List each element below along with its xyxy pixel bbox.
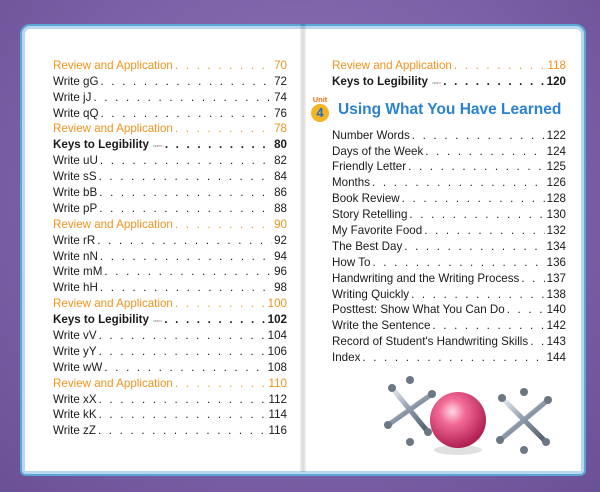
toc-entry [53, 89, 287, 105]
toc-page-number: 136 [546, 255, 566, 269]
toc-entry [53, 248, 287, 264]
toc-leader-dots [165, 138, 272, 152]
toc-leader-dots [372, 256, 544, 270]
toc-leader-dots [100, 154, 272, 168]
toc-leader-dots [97, 234, 272, 248]
unit-heading [308, 95, 566, 125]
toc-leader-dots [100, 281, 272, 295]
toc-entry [53, 375, 287, 391]
toc-leader-dots [175, 122, 272, 136]
toc-entry [53, 407, 287, 423]
toc-leader-dots [443, 75, 544, 89]
toc-page-number: 70 [274, 58, 287, 72]
toc-leader-dots [409, 208, 544, 222]
toc-entry [53, 327, 287, 343]
toc-page-number: 130 [546, 208, 566, 222]
toc-entry-label: Write pP [53, 201, 98, 215]
toc-entry-label: Review and Application [53, 58, 173, 72]
toc-entry-label: Write zZ [53, 424, 96, 438]
toc-leader-dots [411, 288, 545, 302]
toc-page-number: 110 [268, 376, 287, 390]
toc-leader-dots [175, 297, 266, 311]
toc-page-number: 134 [546, 239, 566, 253]
toc-entry [332, 333, 566, 349]
toc-entry [53, 200, 287, 216]
toc-entry-label: The Best Day [332, 239, 403, 253]
toc-leader-dots [372, 176, 545, 190]
toc-page-number: 137 [546, 271, 566, 285]
toc-entry [332, 190, 566, 206]
toc-entry [332, 206, 566, 222]
toc-leader-dots [454, 59, 546, 73]
toc-page-number: 114 [268, 408, 287, 422]
toc-page-number: 144 [546, 351, 566, 365]
toc-entry-label: Review and Application [53, 122, 173, 136]
toc-page-number: 118 [547, 58, 566, 72]
toc-page-number: 126 [546, 176, 566, 190]
toc-leader-dots [175, 377, 267, 391]
toc-entry-label: Number Words [332, 128, 410, 142]
toc-leader-dots [425, 145, 544, 159]
toc-entry [332, 57, 566, 73]
toc-page-number: 78 [274, 122, 287, 136]
toc-entry-label: Write the Sentence [332, 319, 431, 333]
toc-entry-label: Write bB [53, 186, 98, 200]
unit-badge-icon: Unit 4 [312, 94, 328, 120]
toc-entry-label: My Favorite Food [332, 224, 423, 238]
toc-entry-label: Write nN [53, 249, 98, 263]
toc-page-number: 72 [274, 74, 287, 88]
toc-leader-dots [408, 160, 545, 174]
toc-entry-label: Review and Application [53, 376, 173, 390]
toc-page-number: 116 [268, 424, 287, 438]
toc-entry [332, 159, 566, 175]
toc-page-number: 125 [546, 160, 566, 174]
toc-entry [53, 136, 287, 152]
toc-leader-dots [404, 240, 544, 254]
toc-entry [332, 174, 566, 190]
pencils-icon [432, 77, 441, 89]
jacks-ball-icon [380, 370, 560, 460]
toc-page-number: 76 [274, 106, 287, 120]
unit-title: Using What You Have Learned [338, 100, 562, 118]
toc-page-number: 142 [546, 319, 566, 333]
toc-entry-label: Write sS [53, 170, 97, 184]
toc-entry [53, 264, 287, 280]
toc-entry-label: Months [332, 176, 371, 190]
toc-entry-label: Write qQ [53, 106, 99, 120]
toc-entry [332, 254, 566, 270]
toc-entry-label: Write mM [53, 265, 103, 279]
toc-entry [332, 73, 566, 89]
toc-leader-dots [175, 218, 272, 232]
toc-entry [332, 143, 566, 159]
toc-entry-label: Write wW [53, 360, 103, 374]
toc-leader-dots [402, 192, 545, 206]
toc-page-number: 82 [274, 154, 287, 168]
toc-page-number: 102 [267, 313, 287, 327]
toc-page-number: 112 [268, 392, 287, 406]
toc-entry [53, 359, 287, 375]
toc-leader-dots [99, 408, 267, 422]
toc-entry-label: Write xX [53, 392, 97, 406]
toc-page-number: 80 [274, 138, 287, 152]
toc-entry [332, 238, 566, 254]
toc-entry-label: Story Retelling [332, 208, 408, 222]
toc-page-number: 88 [274, 201, 287, 215]
toc-entry [53, 152, 287, 168]
toc-page-number: 86 [274, 186, 287, 200]
toc-entry [53, 73, 287, 89]
toc-entry [53, 232, 287, 248]
toc-entry [53, 311, 287, 327]
toc-leader-dots [507, 303, 545, 317]
toc-entry-label: Keys to Legibility [332, 74, 428, 88]
toc-leader-dots [362, 351, 544, 365]
toc-page-number: 74 [274, 90, 287, 104]
toc-page-number: 104 [267, 329, 287, 343]
toc-page-number: 138 [546, 287, 566, 301]
toc-right-column [312, 57, 566, 365]
toc-entry [53, 422, 287, 438]
toc-leader-dots [99, 393, 267, 407]
toc-page-number: 100 [267, 297, 287, 311]
toc-entry-label: Keys to Legibility [53, 138, 149, 152]
toc-leader-dots [101, 107, 273, 121]
toc-entry [332, 127, 566, 143]
toc-leader-dots [100, 250, 272, 264]
toc-entry-label: Index [332, 351, 361, 365]
toc-page-number: 94 [274, 249, 287, 263]
toc-leader-dots [99, 329, 266, 343]
toc-entry [53, 184, 287, 200]
toc-entry [332, 222, 566, 238]
toc-entry-label: Write yY [53, 344, 97, 358]
toc-entry-label: Friendly Letter [332, 160, 407, 174]
toc-leader-dots [164, 313, 265, 327]
toc-leader-dots [93, 91, 272, 105]
toc-entry [53, 295, 287, 311]
toc-entry [53, 121, 287, 137]
toc-leader-dots [99, 345, 266, 359]
toc-entry [332, 302, 566, 318]
toc-leader-dots [101, 75, 273, 89]
toc-page-number: 120 [546, 74, 566, 88]
toc-leader-dots [412, 129, 545, 143]
toc-entry [332, 349, 566, 365]
toc-leader-dots [99, 170, 273, 184]
toc-entry [53, 168, 287, 184]
toc-entry-label: Posttest: Show What You Can Do [332, 303, 505, 317]
toc-leader-dots [99, 186, 272, 200]
toc-entry [53, 216, 287, 232]
toc-page-number: 106 [267, 344, 287, 358]
toc-entry-label: Write hH [53, 281, 98, 295]
toc-entry-label: How To [332, 255, 371, 269]
toc-entry [332, 270, 566, 286]
toc-entry-label: Review and Application [53, 217, 173, 231]
toc-entry-label: Write gG [53, 74, 99, 88]
toc-entry-label: Days of the Week [332, 144, 424, 158]
toc-page-number: 124 [546, 144, 566, 158]
toc-entry-label: Write rR [53, 233, 96, 247]
toc-entry-label: Book Review [332, 192, 400, 206]
toc-page-number: 140 [546, 303, 566, 317]
toc-left-column [53, 57, 287, 438]
toc-page-number: 96 [274, 265, 287, 279]
toc-leader-dots [175, 59, 272, 73]
toc-entry [53, 391, 287, 407]
toc-page-number: 90 [274, 217, 287, 231]
toc-leader-dots [424, 224, 544, 238]
toc-entry [332, 286, 566, 302]
toc-entry-label: Write jJ [53, 90, 92, 104]
toc-entry-label: Write vV [53, 329, 97, 343]
toc-entry-label: Writing Quickly [332, 287, 410, 301]
pencils-icon [153, 140, 163, 152]
toc-entry-label: Write uU [53, 154, 98, 168]
toc-page-number: 143 [546, 335, 566, 349]
toc-leader-dots [104, 361, 265, 375]
pencils-icon [153, 315, 162, 327]
toc-entry-label: Record of Student's Handwriting Skills [332, 335, 529, 349]
toc-page-number: 132 [546, 224, 566, 238]
toc-page-number: 98 [274, 281, 287, 295]
unit-number: 4 [311, 104, 329, 122]
toc-page-number: 128 [546, 192, 566, 206]
toc-leader-dots [521, 272, 544, 286]
toc-page-number: 92 [274, 233, 287, 247]
toc-entry-label: Write kK [53, 408, 97, 422]
toc-entry [53, 105, 287, 121]
toc-leader-dots [432, 319, 544, 333]
toc-page-number: 84 [274, 170, 287, 184]
toc-leader-dots [530, 335, 544, 349]
toc-leader-dots [104, 265, 272, 279]
book-gutter [300, 24, 306, 472]
toc-entry [53, 57, 287, 73]
toc-entry [53, 279, 287, 295]
toc-entry-label: Handwriting and the Writing Process [332, 271, 520, 285]
toc-entry-label: Review and Application [53, 297, 173, 311]
toc-leader-dots [98, 424, 267, 438]
toc-entry-label: Keys to Legibility [53, 313, 149, 327]
toc-entry-label: Review and Application [332, 58, 452, 72]
toc-leader-dots [99, 202, 272, 216]
toc-entry [332, 317, 566, 333]
toc-page-number: 108 [267, 360, 287, 374]
toc-entry [53, 343, 287, 359]
toc-page-number: 122 [546, 128, 566, 142]
